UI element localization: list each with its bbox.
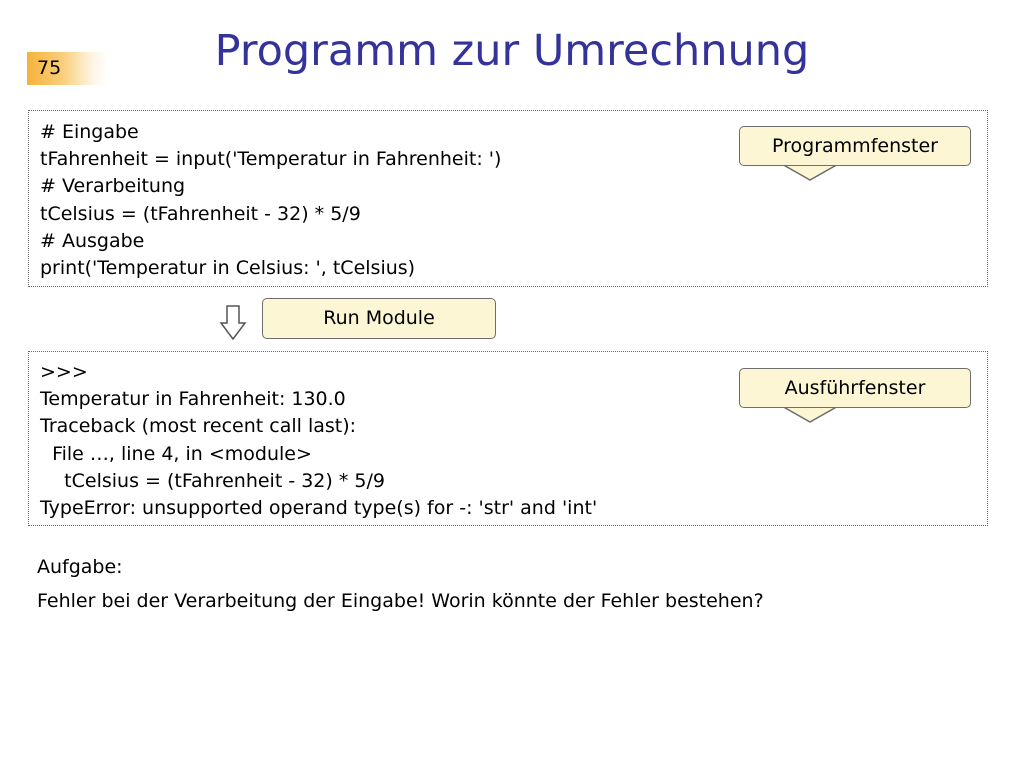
task-text: Fehler bei der Verarbeitung der Eingabe! Worin könnte der Fehler bestehen?	[37, 590, 764, 612]
code-line: tFahrenheit = input('Temperatur in Fahrenheit: ')	[40, 148, 502, 171]
output-line: Traceback (most recent call last):	[40, 415, 357, 438]
programmfenster-callout: Programmfenster	[739, 126, 971, 166]
output-line: tCelsius = (tFahrenheit - 32) * 5/9	[40, 469, 385, 492]
task-heading: Aufgabe:	[37, 556, 123, 578]
callout-tail	[770, 163, 850, 183]
code-line: tCelsius = (tFahrenheit - 32) * 5/9	[40, 202, 361, 225]
output-line: >>>	[40, 361, 88, 383]
page-title: Programm zur Umrechnung	[214, 26, 810, 76]
code-line: # Eingabe	[40, 121, 139, 143]
slide-number: 75	[27, 52, 107, 85]
down-arrow-icon	[219, 305, 247, 341]
code-line: # Ausgabe	[40, 229, 145, 252]
output-line: File …, line 4, in <module>	[40, 442, 312, 465]
callout-tail	[770, 405, 850, 425]
code-line: print('Temperatur in Celsius: ', tCelsius)	[40, 256, 416, 279]
code-line: # Verarbeitung	[40, 175, 186, 198]
output-line: TypeError: unsupported operand type(s) for -: 'str' and 'int'	[40, 496, 598, 519]
output-line: Temperatur in Fahrenheit: 130.0	[40, 388, 346, 411]
ausfuehrfenster-callout: Ausführfenster	[739, 368, 971, 408]
run-module-button[interactable]: Run Module	[262, 298, 496, 339]
